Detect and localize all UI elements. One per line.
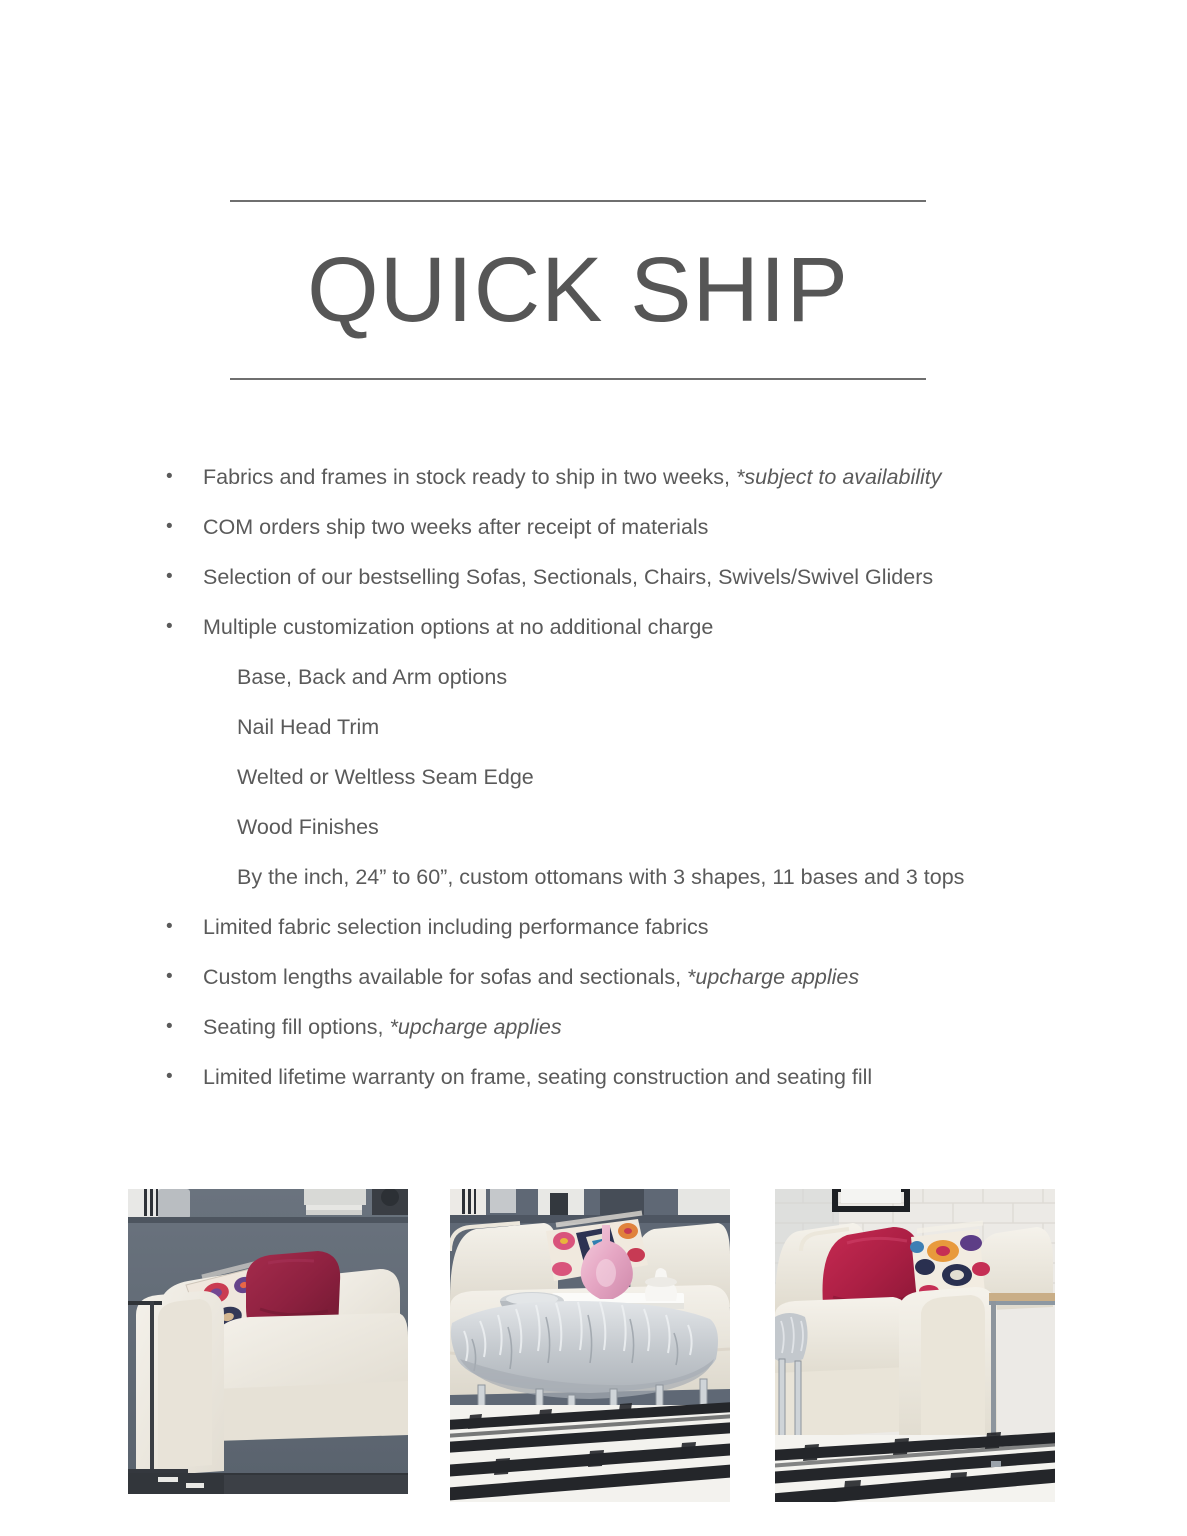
sub-list-item: [0, 752, 1187, 802]
header-rule-bottom: [230, 378, 926, 380]
list-item-emphasis: *subject to availability: [735, 465, 942, 489]
sub-list-item: [0, 852, 1187, 902]
product-photo-fur-ottoman: [450, 1189, 730, 1502]
list-item-label: Limited lifetime warranty on frame, seating construction and seating fill: [203, 1065, 873, 1089]
sub-list-item-label: Welted or Weltless Seam Edge: [237, 765, 534, 789]
list-item-label: Seating fill options,: [203, 1015, 390, 1039]
bullet-marker: •: [166, 466, 173, 487]
list-item: [0, 502, 1187, 552]
sub-list-item: [0, 702, 1187, 752]
sub-list-item-label: By the inch, 24” to 60”, custom ottomans with 3 shapes, 11 bases and 3 tops: [237, 865, 965, 889]
list-item: [0, 1002, 1187, 1052]
feature-list: [0, 452, 1187, 1102]
product-photo-sofa-white-brick: [775, 1189, 1055, 1502]
bullet-marker: •: [166, 916, 173, 937]
list-item-emphasis: *upcharge applies: [687, 965, 860, 989]
bullet-marker: •: [166, 966, 173, 987]
list-item: [0, 602, 1187, 652]
sub-list-item: [0, 802, 1187, 852]
list-item-label: Fabrics and frames in stock ready to ship in two weeks,: [203, 465, 736, 489]
list-item: [0, 552, 1187, 602]
page-title: QUICK SHIP: [307, 239, 849, 341]
list-item: [0, 952, 1187, 1002]
list-item-label: Selection of our bestselling Sofas, Sectionals, Chairs, Swivels/Swivel Gliders: [203, 565, 934, 589]
list-item-label: Custom lengths available for sofas and sectionals,: [203, 965, 688, 989]
bullet-marker: •: [166, 616, 173, 637]
list-item-label: Limited fabric selection including performance fabrics: [203, 915, 709, 939]
bullet-marker: •: [166, 1066, 173, 1087]
product-photo-sectional-sofa: [128, 1189, 408, 1494]
list-item: [0, 452, 1187, 502]
sub-list-item-label: Nail Head Trim: [237, 715, 380, 739]
sub-list-item-label: Wood Finishes: [237, 815, 379, 839]
product-photo-strip: [0, 1189, 1187, 1509]
list-item-label: COM orders ship two weeks after receipt of materials: [203, 515, 709, 539]
list-item-emphasis: *upcharge applies: [389, 1015, 562, 1039]
bullet-marker: •: [166, 1016, 173, 1037]
list-item-label: Multiple customization options at no additional charge: [203, 615, 714, 639]
list-item: [0, 1052, 1187, 1102]
document-header: [230, 200, 926, 380]
bullet-marker: •: [166, 566, 173, 587]
sub-list-item: [0, 652, 1187, 702]
bullet-marker: •: [166, 516, 173, 537]
sub-list-item-label: Base, Back and Arm options: [237, 665, 508, 689]
list-item: [0, 902, 1187, 952]
